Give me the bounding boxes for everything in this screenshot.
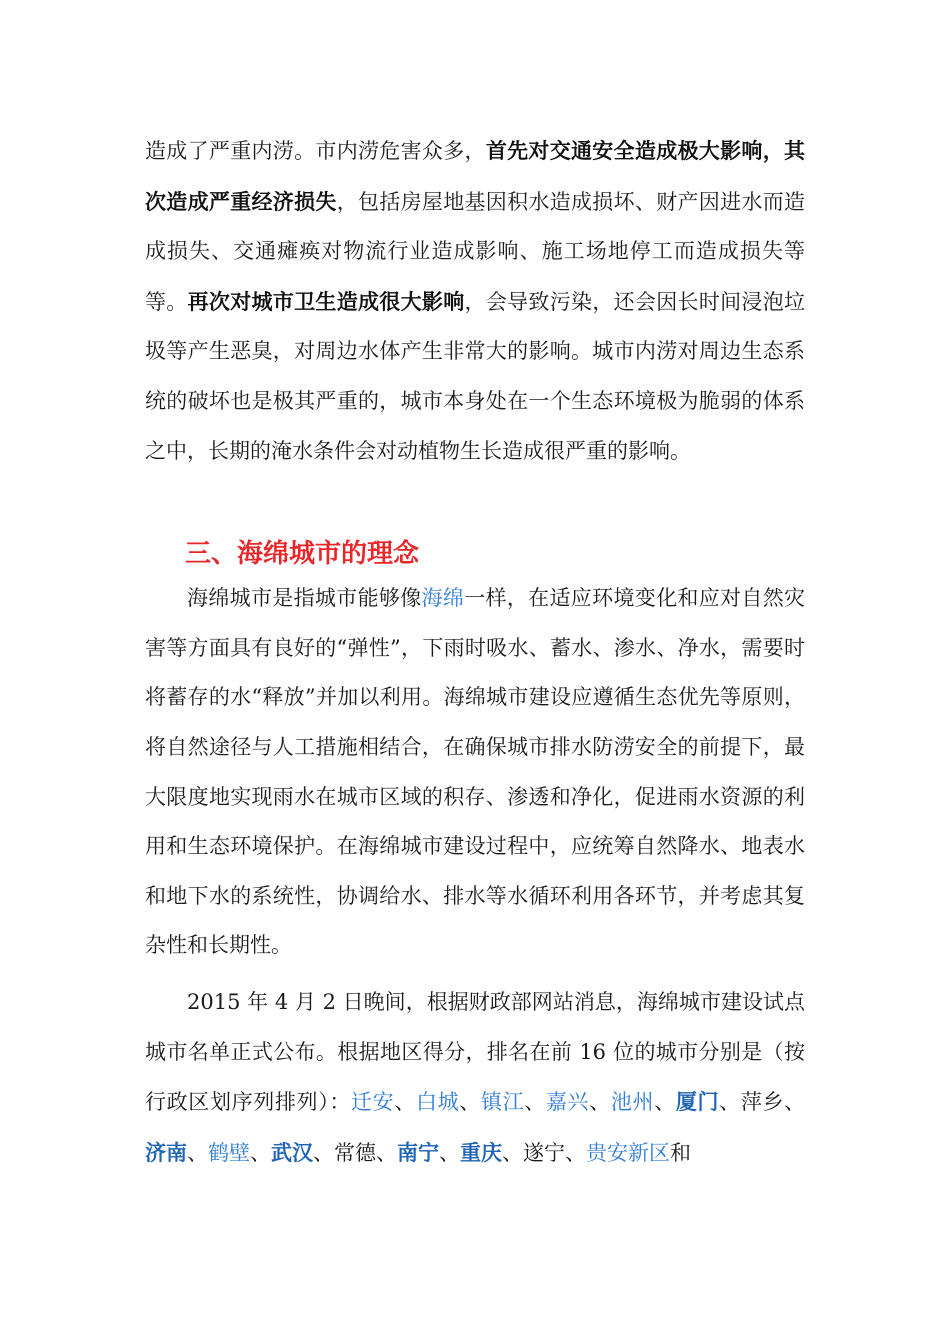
city-text: 萍乡 [740,1090,785,1115]
paragraph-sponge-city-concept [145,574,805,971]
text-span: 造成了严重内涝。市内涝危害众多， [145,139,486,163]
separator: 、 [187,1140,208,1165]
separator: 、 [524,1090,546,1115]
city-link[interactable]: 南宁 [397,1139,439,1165]
section-heading: 三、海绵城市的理念 [185,539,420,570]
separator: 、 [376,1140,397,1165]
bold-emphasis: 首先对交通安全造成极大影响，其次造成严重经济损失 [145,138,806,214]
text-span: ，包括房屋地基因积水造成损坏、财产因进水而造成损失、交通瘫痪对物流行业造成影响、施工场地停工而造成损失等等。 [145,189,806,314]
separator: 、 [565,1140,586,1165]
text-span: 海绵城市是指城市能够像 [187,586,422,611]
city-link[interactable]: 镇江 [480,1090,525,1115]
separator: 、 [459,1090,481,1115]
separator: 、 [784,1090,806,1115]
text-span: 一样，在适应环境变化和应对自然灾害等方面具有良好的“弹性”，下雨时吸水、蓄水、渗水、净水，需要时将蓄存的水“释放”并加以利用。海绵城市建设应遵循生态优先等原则，将自然途径与人工措施相结合，在确保城市排水防涝安全的前提下，最大限度地实现雨水在城市区域的积存、渗透和净化，促进雨水资源的利用和生态环境保护。在海绵城市建设过程中，应统筹自然降水、地表水和地下水的系统性，协调给水、排水等水循环利用各环节，并考虑其复杂性和长期性。 [145,586,806,958]
paragraph-pilot-cities [145,978,805,1178]
separator: 、 [313,1140,334,1165]
text-span: 2015 年 4 月 2 日晚间，根据财政部网站消息，海绵城市建设试点城市名单正式公布。根据地区得分，排名在前 16 位的城市分别是（按行政区划序列排列）： [145,989,805,1115]
separator: 、 [250,1140,271,1165]
city-link[interactable]: 迁安 [351,1090,395,1115]
city-link[interactable]: 重庆 [460,1139,502,1165]
city-link[interactable]: 白城 [415,1090,460,1115]
city-text: 常德 [334,1140,376,1165]
document-body [145,126,805,1178]
separator: 、 [439,1140,460,1165]
city-link[interactable]: 池州 [610,1090,655,1115]
city-link[interactable]: 贵安新区 [586,1140,670,1165]
separator: 、 [654,1090,676,1115]
separator: 、 [719,1090,741,1115]
separator: 、 [394,1090,416,1115]
sponge-link[interactable]: 海绵 [421,586,465,611]
city-link[interactable]: 厦门 [675,1089,720,1115]
paragraph-urban-flooding-harms [145,126,805,476]
separator: 、 [502,1140,523,1165]
city-text: 遂宁 [523,1140,565,1165]
text-span: 和 [670,1140,691,1165]
bold-emphasis: 再次对城市卫生造成很大影响 [187,288,465,314]
city-link[interactable]: 嘉兴 [545,1090,590,1115]
text-span: ，会导致污染，还会因长时间浸泡垃圾等产生恶臭，对周边水体产生非常大的影响。城市内涝对周边生态系统的破坏也是极其严重的，城市本身处在一个生态环境极为脆弱的体系之中，长期的淹水条件会对动植物生长造成很严重的影响。 [145,289,806,463]
city-link[interactable]: 武汉 [271,1139,313,1165]
city-link[interactable]: 鹤壁 [208,1140,250,1165]
separator: 、 [589,1090,611,1115]
city-link[interactable]: 济南 [145,1139,187,1165]
